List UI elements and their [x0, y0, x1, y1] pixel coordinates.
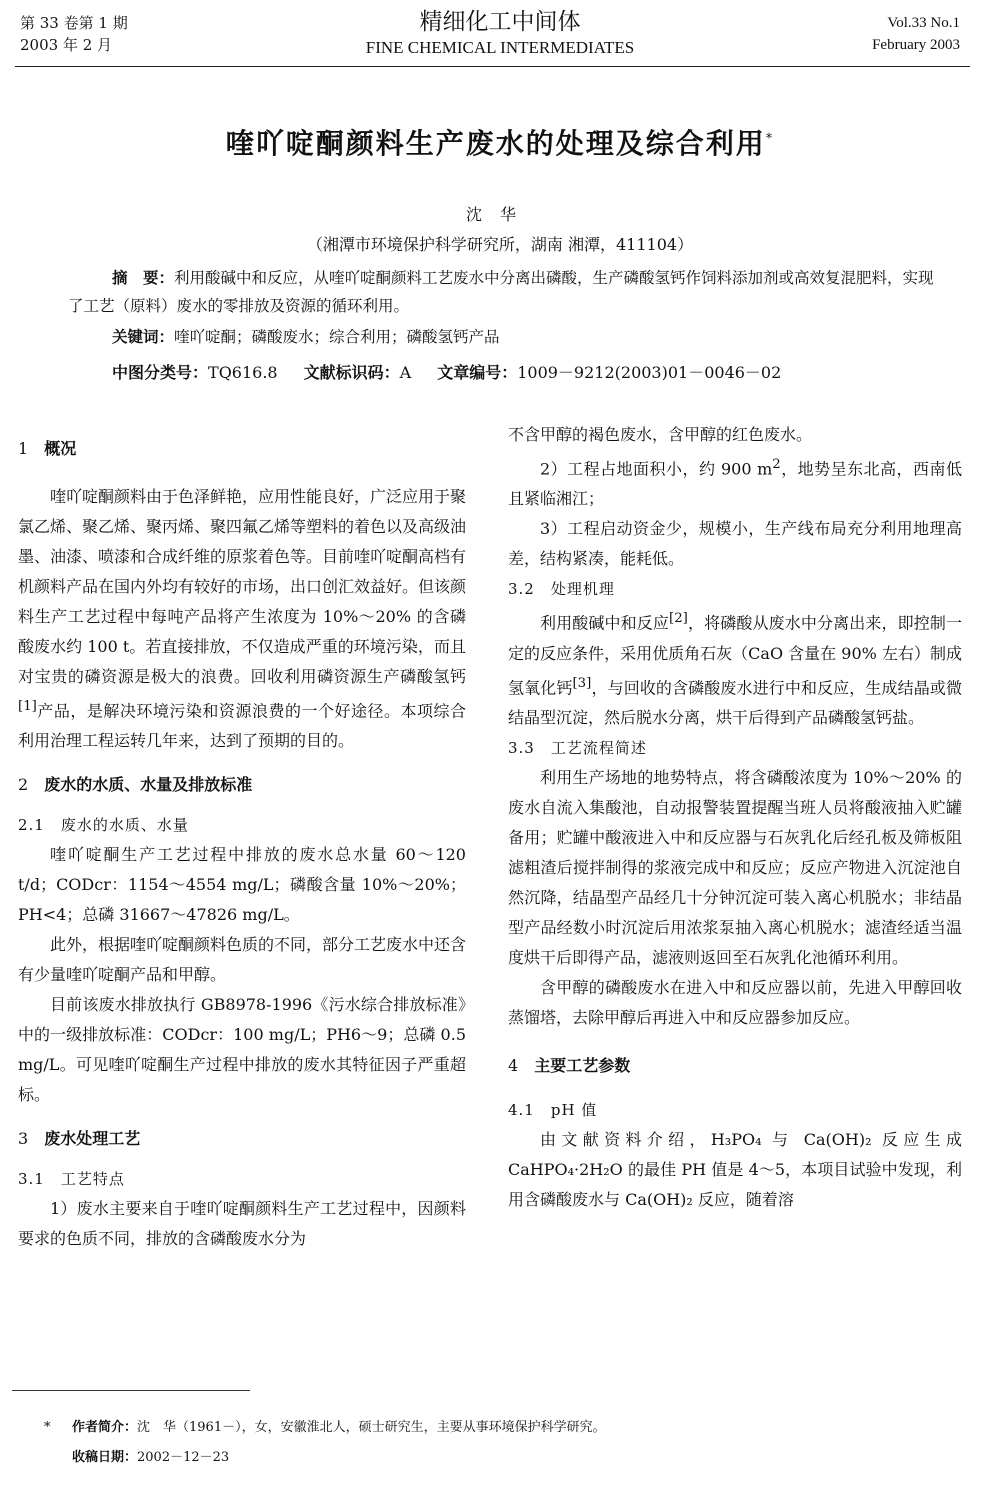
citation-ref: [1] — [18, 699, 37, 714]
article-number-label: 文章编号： — [437, 363, 518, 382]
subsection-heading — [508, 733, 962, 763]
paragraph: 含甲醇的磷酸废水在进入中和反应器以前，先进入甲醇回收蒸馏塔，去除甲醇后再进入中和反应器参加反应。 — [508, 977, 962, 1027]
doc-code-value: A — [399, 363, 412, 382]
article-number-value: 1009－9212(2003)01－0046－02 — [517, 363, 782, 382]
article-title — [0, 122, 1000, 162]
author-bio — [44, 1413, 606, 1443]
author-affiliation: （湘潭市环境保护科学研究所，湖南 湘潭，411104） — [306, 235, 694, 254]
doc-code-label: 文献标识码： — [303, 363, 400, 382]
clc-label: 中图分类号： — [112, 363, 209, 382]
abstract-label: 摘 要： — [112, 269, 175, 287]
footnote — [44, 1413, 606, 1473]
subsection-number: 3.3 — [508, 738, 535, 757]
keywords-text: 喹吖啶酮；磷酸废水；综合利用；磷酸氢钙产品 — [174, 328, 500, 346]
journal-name — [300, 8, 700, 60]
author-bio-text: 沈 华（1961－），女，安徽淮北人，硕士研究生，主要从事环境保护科学研究。 — [137, 1420, 606, 1435]
author-name: 沈华 — [465, 205, 534, 224]
paragraph: 目前该废水排放执行 GB8978-1996《污水综合排放标准》中的一级排放标准：CODcr：100 mg/L；PH6～9；总磷 0.5 mg/L。可见喹吖啶酮生产过程中排放的废水其特征因子严重超标。 — [18, 995, 466, 1105]
classification-line — [112, 360, 781, 383]
subsection-number: 2.1 — [18, 816, 45, 835]
section-title: 废水处理工艺 — [44, 1129, 141, 1149]
section-title: 主要工艺参数 — [534, 1055, 631, 1075]
subsection-heading — [18, 1164, 466, 1194]
keywords — [112, 325, 500, 347]
volume-issue-en: Vol.33 No.1 — [887, 15, 960, 31]
citation-ref: [2] — [669, 611, 688, 627]
paragraph: 2）工程占地面积小，约 900 $m^2$，地势呈东北高，西南低且紧临湘江； — [508, 457, 962, 509]
footnote-mark: * — [44, 1420, 51, 1435]
issue-date: 2003 年 2 月 — [20, 36, 113, 54]
subsection-title: 工艺流程简述 — [550, 738, 647, 757]
subsection-number: 4.1 — [508, 1100, 535, 1119]
subsection-title: 废水的水质、水量 — [60, 816, 189, 835]
paragraph: 不含甲醇的褐色废水，含甲醇的红色废水。 — [508, 425, 813, 444]
issue-info — [20, 12, 128, 56]
received-date — [44, 1443, 606, 1473]
paragraph: 喹吖啶酮颜料由于色泽鲜艳，应用性能良好，广泛应用于聚氯乙烯、聚乙烯、聚丙烯、聚四氟乙烯等塑料的着色以及高级油墨、油漆、喷漆和合成纤维的原浆着色等。目前喹吖啶酮高档有机颜料产品在国内外均有较好的市场，出口创汇效益好。但该颜料生产工艺过程中每吨产品将产生浓度为 10%～20% 的含磷酸废水约 100 t。若直接排放，不仅造成严重的环境污染，而且对宝贵的磷资源是极大的浪费。回收利用磷资源生产磷酸氢钙[1]产品，是解决环境污染和资源浪费的一个好途径。本项综合利用治理工程运转几年来，达到了预期的目的。 — [18, 487, 467, 751]
section-heading — [18, 770, 466, 800]
section-heading — [18, 434, 466, 464]
paragraph: 喹吖啶酮生产工艺过程中排放的废水总水量 60～120 t/d；CODcr：1154～4554 mg/L；磷酸含量 10%～20%；PH<4；总磷 31667～47826 mg/L。 — [18, 845, 466, 925]
subsection-number: 3.1 — [18, 1170, 45, 1189]
right-column — [508, 420, 962, 1215]
keywords-label: 关键词： — [112, 328, 175, 346]
subsection-heading — [508, 1095, 962, 1125]
section-number: 2 — [18, 775, 29, 795]
clc-value: TQ616.8 — [208, 363, 278, 382]
section-title: 概况 — [44, 439, 77, 458]
paragraph: 3）工程启动资金少，规模小，生产线布局充分利用地理高差，结构紧凑，能耗低。 — [508, 519, 962, 569]
abstract-text: 利用酸碱中和反应，从喹吖啶酮颜料工艺废水中分离出磷酸，生产磷酸氢钙作饲料添加剂或高效复混肥料，实现了工艺（原料）废水的零排放及资源的循环利用。 — [68, 269, 934, 315]
header-rule — [15, 66, 970, 67]
received-label: 收稿日期： — [72, 1450, 138, 1465]
section-title: 废水的水质、水量及排放标准 — [44, 775, 253, 795]
title-footnote-mark: * — [765, 131, 775, 147]
footnote-rule — [12, 1390, 250, 1391]
subsection-number: 3.2 — [508, 580, 535, 599]
section-number: 4 — [508, 1055, 519, 1075]
received-text: 2002－12－23 — [137, 1450, 230, 1465]
paragraph: 利用生产场地的地势特点，将含磷酸浓度为 10%～20% 的废水自流入集酸池，自动报警装置提醒当班人员将酸液抽入贮罐备用；贮罐中酸液进入中和反应器与石灰乳化后经孔板及筛板阻滤粗渣后搅拌制得的浆液完成中和反应；反应产物进入沉淀池自然沉降，结晶型产品经几十分钟沉淀可装入离心机脱水；非结晶型产品经数小时沉淀后用浓浆泵抽入离心机脱水；滤渣经适当温度烘干后即得产品，滤液则返回至石灰乳化池循环利用。 — [508, 767, 962, 967]
paragraph: 利用酸碱中和反应[2]，将磷酸从废水中分离出来，即控制一定的反应条件，采用优质角石灰（CaO 含量在 90% 左右）制成氢氧化钙[3]，与回收的含磷酸废水进行中和反应，生成结晶或微结晶型沉淀，然后脱水分离，烘干后得到产品磷酸氢钙盐。 — [508, 611, 962, 727]
subsection-heading — [18, 810, 466, 840]
issue-info-en — [872, 12, 960, 56]
paragraph: 由文献资料介绍，H₃PO₄ 与 Ca(OH)₂ 反应生成 CaHPO₄·2H₂O 的最佳 PH 值是 4～5，本项目试验中发现，利用含磷酸废水与 Ca(OH)₂ 反应，随着溶 — [508, 1129, 962, 1209]
article-title-text: 喹吖啶酮颜料生产废水的处理及综合利用 — [225, 127, 766, 160]
abstract — [68, 264, 938, 320]
subsection-heading — [508, 574, 962, 604]
paragraph: 1）废水主要来自于喹吖啶酮颜料生产工艺过程中，因颜料要求的色质不同，排放的含磷酸废水分为 — [18, 1199, 466, 1249]
author-bio-label: 作者简介： — [72, 1420, 138, 1435]
volume-issue: 第 33 卷第 1 期 — [20, 14, 128, 32]
superscript: 2 — [772, 457, 781, 472]
journal-name-cn: 精细化工中间体 — [419, 9, 581, 35]
section-number: 3 — [18, 1129, 29, 1149]
section-heading — [508, 1051, 962, 1081]
section-heading — [18, 1124, 466, 1154]
citation-ref: [3] — [572, 675, 592, 691]
subsection-title: 工艺特点 — [60, 1170, 125, 1189]
left-column — [18, 434, 466, 1254]
subsection-title: pH 值 — [550, 1100, 598, 1119]
journal-name-en: FINE CHEMICAL INTERMEDIATES — [365, 38, 635, 57]
issue-date-en: February 2003 — [872, 37, 960, 53]
paragraph: 此外，根据喹吖啶酮颜料色质的不同，部分工艺废水中还含有少量喹吖啶酮产品和甲醇。 — [18, 935, 467, 985]
section-number: 1 — [18, 439, 29, 458]
subsection-title: 处理机理 — [550, 580, 615, 599]
